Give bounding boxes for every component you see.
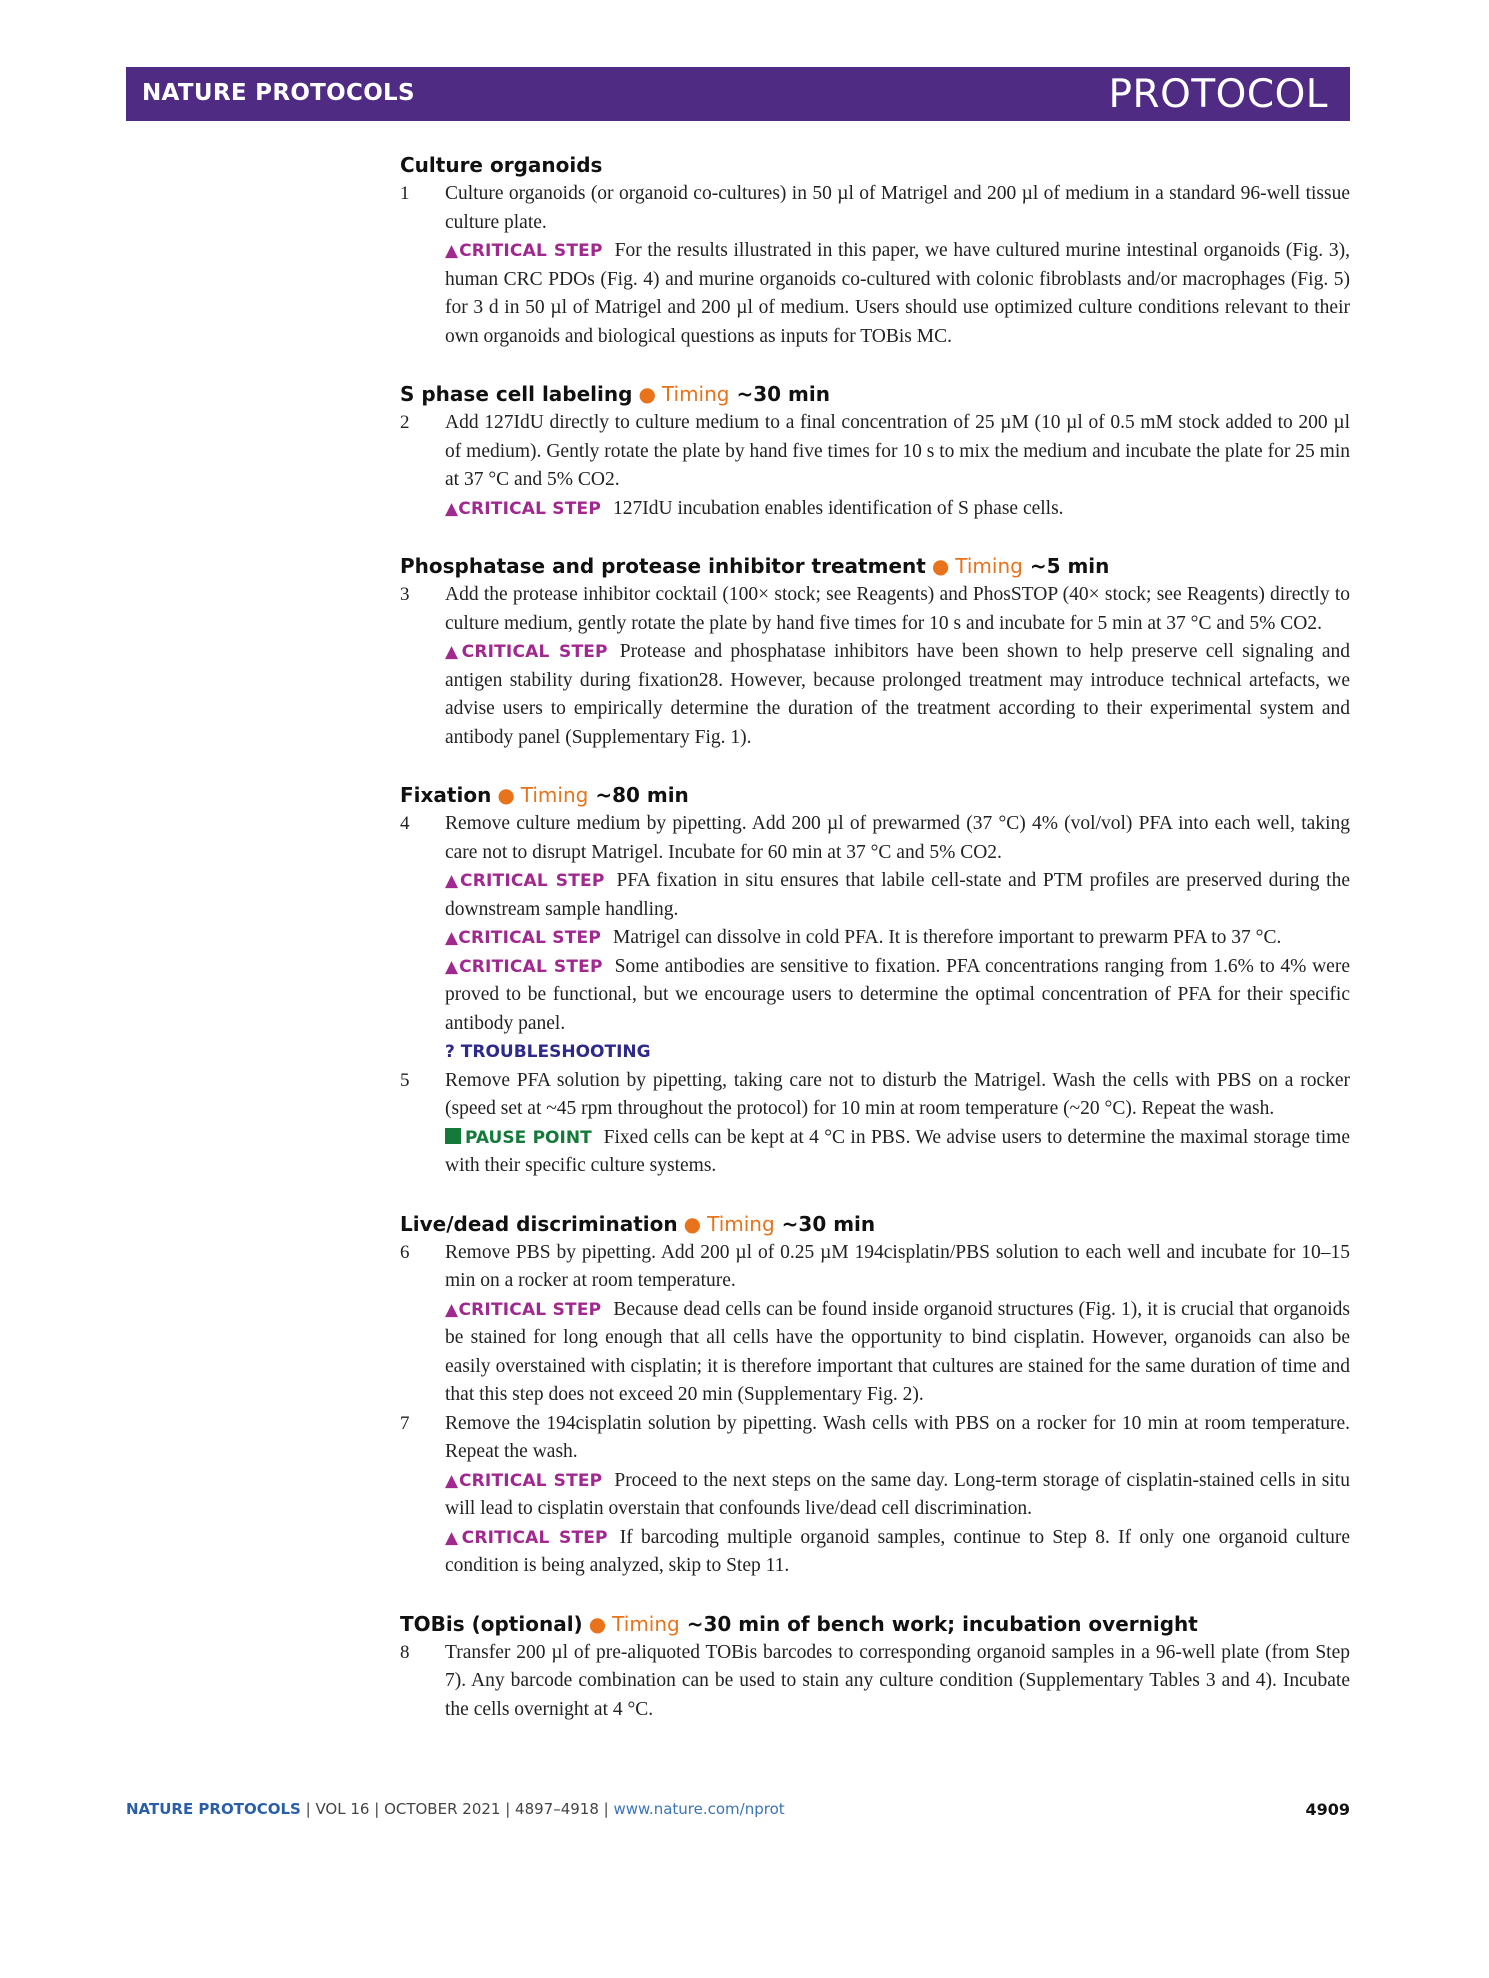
timing-value: ~30 min of bench work; incubation overnight: [686, 1611, 1198, 1636]
step-number: 6: [400, 1241, 410, 1263]
critical-note: ▲CRITICAL STEP 127IdU incubation enables identification of S phase cells.: [445, 497, 1064, 519]
timing-dot-icon: ●: [638, 382, 656, 406]
timing-dot-icon: ●: [497, 783, 515, 807]
pause-square-icon: [445, 1128, 461, 1144]
critical-note: ▲CRITICAL STEP Some antibodies are sensitive to fixation. PFA concentrations ranging from 1.6% to 4% were proved to be functional, but we encourage users to determine the optimal concentration of PFA for their specific antibody panel.: [445, 955, 1350, 1034]
critical-step-tag: ▲CRITICAL STEP: [445, 1470, 603, 1491]
step-text: Add the protease inhibitor cocktail (100× stock; see Reagents) and PhosSTOP (40× stock; see Reagents) directly to culture medium, gently rotate the plate by hand five times for 10 s and incubate for 5 min at 37 °C and 5% CO2.: [445, 584, 1350, 634]
procedure-step: [400, 409, 1350, 523]
procedure-step: [400, 180, 1350, 351]
timing-value: ~30 min: [736, 382, 830, 406]
step-text: Remove PBS by pipetting. Add 200 µl of 0.25 µM 194cisplatin/PBS solution to each well and incubate for 10–15 min on a rocker at room temperature.: [445, 1241, 1350, 1291]
timing-dot-icon: ●: [683, 1211, 702, 1236]
step-number: 4: [400, 813, 410, 834]
section-s-phase-labeling: [400, 379, 1350, 523]
timing-value: ~80 min: [595, 783, 689, 807]
page-footer: NATURE PROTOCOLS | VOL 16 | OCTOBER 2021 | 4897–4918 | www.nature.com/nprot 4909: [126, 1800, 1350, 1819]
critical-note: ▲CRITICAL STEP PFA fixation in situ ensures that labile cell-state and PTM profiles are preserved during the downstream sample handling.: [445, 870, 1351, 920]
section-heading: Culture organoids: [400, 153, 603, 177]
step-number: 5: [400, 1069, 410, 1091]
procedure-step: [400, 1639, 1350, 1725]
critical-note: ▲CRITICAL STEP Because dead cells can be found inside organoid structures (Fig. 1), it is crucial that organoids be stained for long enough that all cells have the opportunity to bind cisplatin. However, organoids can also be easily overstained with cisplatin; it is therefore important that cultures are stained for the same duration of time and that this step does not exceed 20 min (Supplementary Fig. 2).: [445, 1298, 1350, 1405]
procedure-step: [400, 810, 1350, 1067]
protocol-body: [400, 150, 1350, 1724]
footer-date: OCTOBER 2021: [384, 1800, 501, 1818]
section-live-dead: [400, 1209, 1350, 1581]
timing-value: ~30 min: [781, 1211, 876, 1236]
step-number: 2: [400, 412, 410, 433]
section-culture-organoids: [400, 150, 1350, 351]
critical-note: ▲CRITICAL STEP For the results illustrated in this paper, we have cultured murine intestinal organoids (Fig. 3), human CRC PDOs (Fig. 4) and murine organoids co-cultured with colonic fibroblasts and/or macrophages (Fig. 5) for 3 d in 50 µl of Matrigel and 200 µl of medium. Users should use optimized culture conditions relevant to their own organoids and biological questions as inputs for TOBis MC.: [445, 240, 1350, 347]
critical-step-tag: ▲CRITICAL STEP: [445, 1527, 608, 1548]
page-number: 4909: [1305, 1800, 1350, 1819]
timing-dot-icon: ●: [931, 554, 950, 578]
critical-step-tag: ▲CRITICAL STEP: [445, 1299, 602, 1320]
troubleshooting-link[interactable]: ? TROUBLESHOOTING: [445, 1042, 651, 1062]
footer-pages: 4897–4918: [515, 1800, 599, 1818]
step-text: Remove the 194cisplatin solution by pipetting. Wash cells with PBS on a rocker for 10 min at room temperature. Repeat the wash.: [445, 1412, 1350, 1462]
article-type: PROTOCOL: [1108, 72, 1328, 117]
section-tobis: [400, 1609, 1350, 1725]
section-heading: Live/dead discrimination ● Timing ~30 min: [400, 1211, 876, 1236]
section-inhibitor-treatment: [400, 551, 1350, 752]
step-text: Transfer 200 µl of pre-aliquoted TOBis barcodes to corresponding organoid samples in a 96-well plate (from Step 7). Any barcode combination can be used to stain any culture condition (Supplementary Tables 3 and 4). Incubate the cells overnight at 4 °C.: [445, 1641, 1350, 1720]
step-number: 7: [400, 1412, 410, 1434]
critical-step-tag: ▲CRITICAL STEP: [445, 241, 603, 261]
timing-value: ~5 min: [1029, 554, 1110, 578]
pause-point-tag: PAUSE POINT: [445, 1128, 592, 1148]
step-number: 1: [400, 183, 410, 204]
critical-note: ▲CRITICAL STEP Proceed to the next steps on the same day. Long-term storage of cisplatin-stained cells in situ will lead to cisplatin overstain that confounds live/dead cell discrimination.: [445, 1469, 1350, 1519]
footer-journal: NATURE PROTOCOLS: [126, 1800, 301, 1818]
critical-step-tag: ▲CRITICAL STEP: [445, 956, 603, 977]
critical-note: ▲CRITICAL STEP If barcoding multiple organoid samples, continue to Step 8. If only one organoid culture condition is being analyzed, skip to Step 11.: [445, 1526, 1350, 1576]
step-text: Culture organoids (or organoid co-cultures) in 50 µl of Matrigel and 200 µl of medium in a standard 96-well tissue culture plate.: [445, 183, 1350, 233]
timing-dot-icon: ●: [588, 1611, 607, 1636]
section-heading: Phosphatase and protease inhibitor treatment ● Timing ~5 min: [400, 554, 1110, 578]
journal-name: NATURE PROTOCOLS: [142, 80, 415, 106]
section-fixation: [400, 780, 1350, 1181]
procedure-step: [400, 1410, 1350, 1581]
procedure-step: [400, 581, 1350, 752]
critical-step-tag: ▲CRITICAL STEP: [445, 928, 601, 948]
pause-note: PAUSE POINT Fixed cells can be kept at 4 °C in PBS. We advise users to determine the maximal storage time with their specific culture systems.: [445, 1126, 1351, 1176]
step-number: 3: [400, 584, 410, 605]
section-heading: TOBis (optional) ● Timing ~30 min of bench work; incubation overnight: [400, 1611, 1198, 1636]
section-heading: S phase cell labeling ● Timing ~30 min: [400, 382, 830, 406]
procedure-step: [400, 1067, 1350, 1181]
footer-url-link[interactable]: www.nature.com/nprot: [613, 1800, 785, 1818]
critical-note: ▲CRITICAL STEP Protease and phosphatase inhibitors have been shown to help preserve cell signaling and antigen stability during fixation28. However, because prolonged treatment may introduce technical artefacts, we advise users to empirically determine the duration of the treatment according to their experimental system and antibody panel (Supplementary Fig. 1).: [445, 641, 1350, 748]
critical-step-tag: ▲CRITICAL STEP: [445, 871, 605, 891]
critical-step-tag: ▲CRITICAL STEP: [445, 498, 601, 519]
footer-volume: VOL 16: [315, 1800, 370, 1818]
critical-step-tag: ▲CRITICAL STEP: [445, 642, 608, 662]
step-number: 8: [400, 1641, 410, 1663]
step-text: Remove culture medium by pipetting. Add 200 µl of prewarmed (37 °C) 4% (vol/vol) PFA into each well, taking care not to disrupt Matrigel. Incubate for 60 min at 37 °C and 5% CO2.: [445, 813, 1350, 863]
journal-banner: [126, 67, 1350, 121]
step-text: Add 127IdU directly to culture medium to a final concentration of 25 µM (10 µl of 0.5 mM stock added to 200 µl of medium). Gently rotate the plate by hand five times for 10 s to mix the medium and incubate the plate for 25 min at 37 °C and 5% CO2.: [445, 412, 1350, 490]
section-heading: Fixation ● Timing ~80 min: [400, 783, 689, 807]
step-text: Remove PFA solution by pipetting, taking care not to disturb the Matrigel. Wash the cells with PBS on a rocker (speed set at ~45 rpm throughout the protocol) for 10 min at room temperature (~20 °C). Repeat the wash.: [445, 1069, 1350, 1119]
critical-note: ▲CRITICAL STEP Matrigel can dissolve in cold PFA. It is therefore important to prewarm PFA to 37 °C.: [445, 927, 1282, 948]
procedure-step: [400, 1239, 1350, 1410]
